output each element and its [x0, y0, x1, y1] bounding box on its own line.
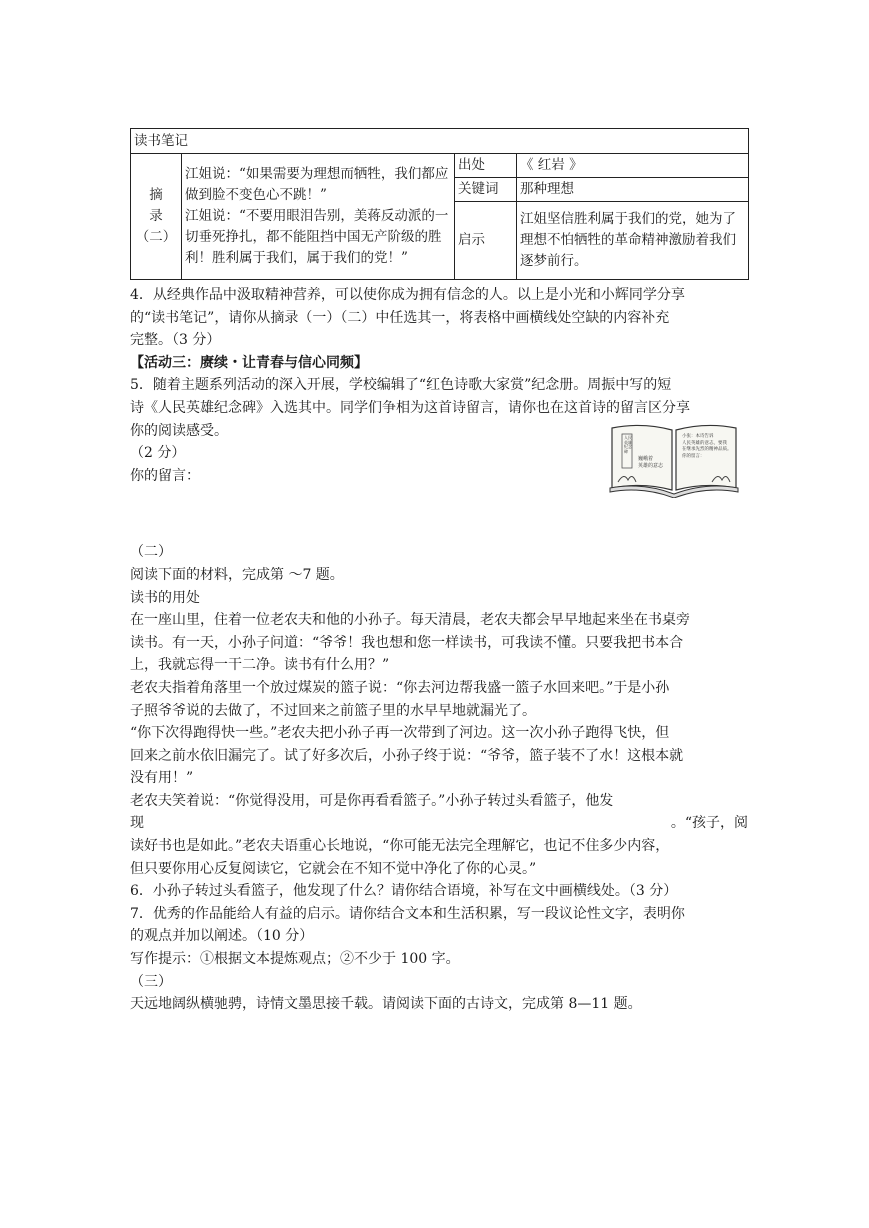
book-right-line: 在继承先烈的精神品质。	[682, 447, 732, 452]
book-left-line: 巍峨着	[638, 456, 654, 462]
book-right-line: 小张：本诗告诉	[682, 434, 714, 439]
field-label-source: 出处	[455, 154, 517, 178]
open-book-illustration	[608, 422, 740, 498]
book-right-text	[682, 434, 732, 460]
field-value-insight: 江姐坚信胜利属于我们的党，她为了理想不怕牺牲的革命精神激励着我们逐梦前行。	[517, 202, 749, 280]
blank-line	[130, 812, 748, 835]
excerpt-label-line: 录	[149, 208, 163, 224]
q7-line: 的观点并加以阐述。（10 分）	[130, 928, 314, 945]
book-right-line: 人民英雄的意志，要我	[682, 440, 727, 446]
story-line: 在一座山里，住着一位老农夫和他的小孙子。每天清晨，老农夫都会早早地起来坐在书桌旁	[130, 612, 690, 629]
book-right-line: 你的留言：	[682, 453, 705, 459]
story-line: “你下次得跑得快一些。”老农夫把小孙子再一次带到了河边。这一次小孙子跑得飞快，但	[130, 725, 670, 742]
book-left-line: 英雄的意志	[638, 463, 664, 469]
story-line: 老农夫笑着说：“你觉得没用，可是你再看看篮子。”小孙子转过头看篮子，他发	[130, 792, 614, 809]
excerpt-label-line: （二）	[135, 229, 177, 245]
field-label-keyword: 关键词	[455, 178, 517, 202]
story-line: 但只要你用心反复阅读它，它就会在不知不觉中净化了你的心灵。”	[130, 860, 537, 877]
section-header: （二）	[130, 544, 172, 561]
document-page	[130, 128, 748, 1016]
field-label-insight: 启示	[455, 202, 517, 280]
section-intro: 天远地阔纵横驰骋，诗情文墨思接千载。请阅读下面的古诗文，完成第 8—11 题。	[130, 996, 642, 1013]
field-value-keyword: 那种理想	[517, 178, 749, 202]
book-left-title: 人民英雄纪念碑	[624, 435, 632, 454]
q7-line: 7．优秀的作品能给人有益的启示。请你结合文本和生活积累，写一段议论性文字，表明你	[130, 905, 685, 922]
activity-heading: 【活动三：赓续・让青春与信心同频】	[130, 354, 368, 371]
blank-line-end: 。“孩子，阅	[670, 815, 748, 832]
q5-line: （2 分）	[130, 445, 186, 462]
story-line: 子照爷爷说的去做了，不过回来之前篮子里的水早早地就漏光了。	[130, 702, 536, 719]
q5-line: 你的阅读感受。	[130, 422, 228, 439]
q5-line: 诗《人民英雄纪念碑》入选其中。同学们争相为这首诗留言，请你也在这首诗的留言区分享	[130, 399, 690, 416]
story-title: 读书的用处	[130, 589, 200, 606]
q5-line: 5．随着主题系列活动的深入开展，学校编辑了“红色诗歌大家赏”纪念册。周振中写的短	[130, 377, 672, 394]
quotes-cell	[182, 154, 455, 280]
story-line: 没有用！”	[130, 770, 194, 787]
field-value-source: 《 红岩 》	[517, 154, 749, 178]
excerpt-label	[131, 154, 182, 280]
writing-tips: 写作提示：①根据文本提炼观点；②不少于 100 字。	[130, 951, 460, 968]
story-line: 老农夫指着角落里一个放过煤炭的篮子说：“你去河边帮我盛一篮子水回来吧。”于是小孙	[130, 679, 670, 696]
story-line: 回来之前水依旧漏完了。试了好多次后，小孙子终于说：“爷爷，篮子装不了水！这根本就	[130, 747, 684, 764]
story-line: 读好书也是如此。”老农夫语重心长地说，“你可能无法完全理解它，也记不住多少内容，	[130, 838, 670, 855]
reading-notes-table	[130, 128, 749, 280]
q6-line: 6．小孙子转过头看篮子，他发现了什么？请你结合语境，补写在文中画横线处。（3 分）	[130, 883, 678, 900]
q5-answer-label: 你的留言：	[130, 467, 200, 484]
q4-line: 的“读书笔记”，请你从摘录（一）（二）中任选其一，将表格中画横线处空缺的内容补充	[130, 309, 670, 326]
q4-line: 4．从经典作品中汲取精神营养，可以使你成为拥有信念的人。以上是小光和小辉同学分享	[130, 287, 685, 303]
table-title: 读书笔记	[131, 129, 749, 154]
story-line: 读书。有一天，小孙子问道：“爷爷！我也想和您一样读书，可我读不懂。只要我把书本合	[130, 634, 684, 651]
quote-1: 江姐说：“如果需要为理想而牺牲，我们都应做到脸不变色心不跳！”	[185, 166, 449, 203]
excerpt-label-line: 摘	[149, 187, 163, 203]
quote-2: 江姐说：“不要用眼泪告别，美蒋反动派的一切垂死挣扎，都不能阻挡中国无产阶级的胜利！胜利属于我们，属于我们的党！”	[185, 208, 449, 266]
section-header: （三）	[130, 973, 172, 990]
q4-line: 完整。（3 分）	[130, 332, 221, 349]
story-line: 上，我就忘得一干二净。读书有什么用？”	[130, 657, 390, 674]
section-instruction: 阅读下面的材料，完成第 ～7 题。	[130, 566, 344, 583]
blank-line-start: 现	[130, 815, 144, 832]
